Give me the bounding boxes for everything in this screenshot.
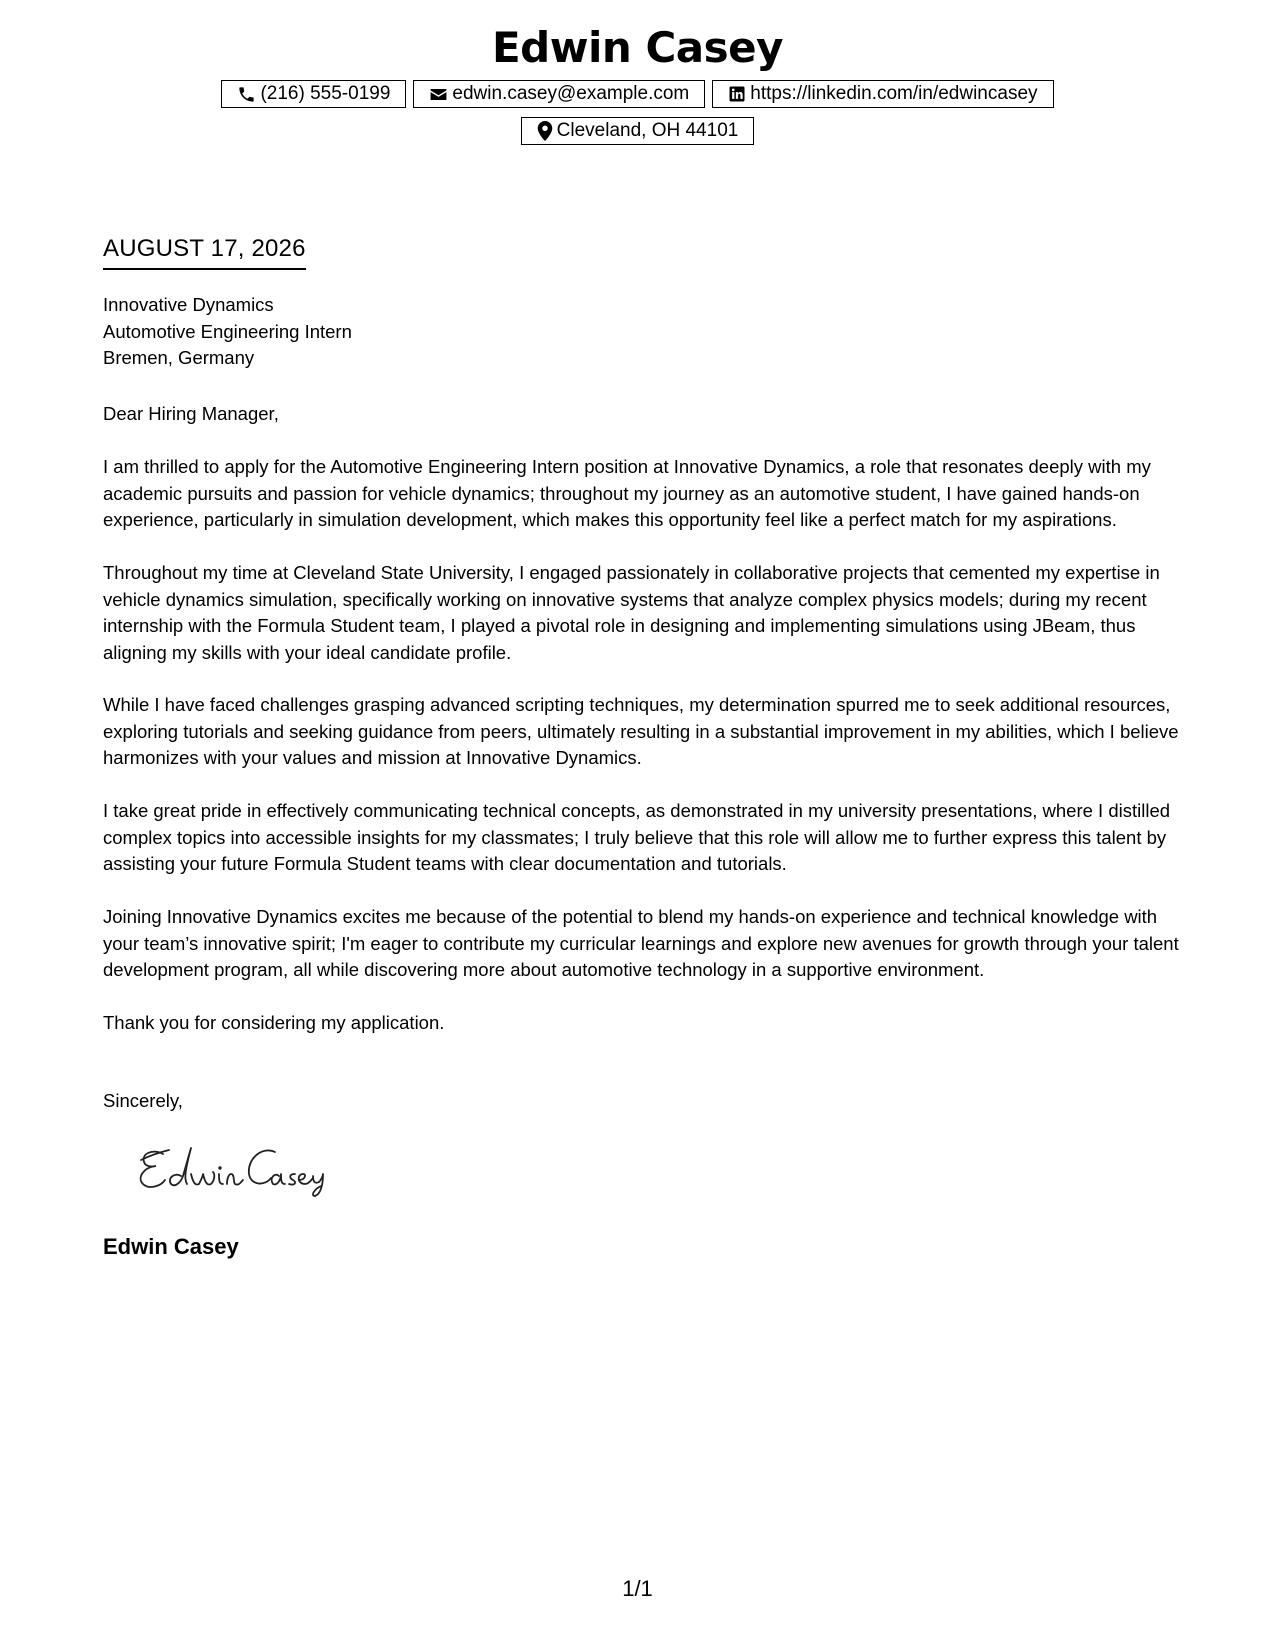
paragraph-text: I am thrilled to apply for the Automotive Engineering Intern position at Innovative Dynamics, a role that resonates deeply with my academic pursuits and passion for vehicle dynamics; throughout my journey as an automotive student, I have gained hands-on experience, particularly in simulation development, which makes this opportunity feel like a perfect match for my aspirations. xyxy=(103,456,1151,530)
page-indicator: 1/1 xyxy=(622,1576,653,1601)
contact-location xyxy=(521,117,755,145)
contact-row-secondary xyxy=(0,117,1275,145)
signer-name: Edwin Casey xyxy=(103,1234,239,1259)
phone-text: (216) 555-0199 xyxy=(260,83,391,104)
body-paragraph-6 xyxy=(103,1010,1183,1037)
map-pin-icon xyxy=(537,121,553,141)
body-paragraph-2 xyxy=(103,560,1183,666)
closing: Sincerely, xyxy=(103,1090,183,1111)
linkedin-text: https://linkedin.com/in/edwincasey xyxy=(750,83,1038,104)
handwritten-signature xyxy=(135,1138,335,1198)
contact-phone[interactable] xyxy=(221,80,406,108)
linkedin-icon xyxy=(728,85,746,103)
recipient-company: Innovative Dynamics xyxy=(103,294,274,315)
paragraph-text: Thank you for considering my application. xyxy=(103,1012,445,1033)
envelope-icon xyxy=(429,85,448,104)
body-paragraph-3 xyxy=(103,692,1183,772)
letter-date: AUGUST 17, 2026 xyxy=(103,233,306,270)
contact-linkedin[interactable] xyxy=(712,80,1053,108)
phone-icon xyxy=(237,85,256,104)
paragraph-text: Joining Innovative Dynamics excites me because of the potential to blend my hands-on experience and technical knowledge with your team’s innovative spirit; I'm eager to contribute my curricular learnings and explore new avenues for growth through your talent development program, all while discovering more about automotive technology in a supportive environment. xyxy=(103,906,1179,980)
email-text: edwin.casey@example.com xyxy=(452,83,690,104)
paragraph-text: I take great pride in effectively communicating technical concepts, as demonstrated in my university presentations, where I distilled complex topics into accessible insights for my classmates; I truly believe that this role will allow me to further express this talent by assisting your future Formula Student teams with clear documentation and tutorials. xyxy=(103,800,1171,874)
paragraph-text: While I have faced challenges grasping advanced scripting techniques, my determination spurred me to seek additional resources, exploring tutorials and seeking guidance from peers, ultimately resulting in a substantial improvement in my abilities, which I believe harmonizes with your values and mission at Innovative Dynamics. xyxy=(103,694,1179,768)
recipient-block xyxy=(103,292,352,372)
applicant-name-heading: Edwin Casey xyxy=(491,23,783,72)
recipient-location: Bremen, Germany xyxy=(103,347,255,368)
body-paragraph-1 xyxy=(103,454,1183,534)
body-paragraph-4 xyxy=(103,798,1183,878)
recipient-position: Automotive Engineering Intern xyxy=(103,320,352,342)
contact-row-primary xyxy=(0,80,1275,108)
salutation: Dear Hiring Manager, xyxy=(103,403,279,424)
location-text: Cleveland, OH 44101 xyxy=(556,120,739,141)
body-paragraph-5 xyxy=(103,904,1183,984)
paragraph-text: Throughout my time at Cleveland State University, I engaged passionately in collaborative projects that cemented my expertise in vehicle dynamics simulation, specifically working on innovative systems that analyze complex physics models; during my recent internship with the Formula Student team, I played a pivotal role in designing and implementing simulations using JBeam, thus aligning my skills with your ideal candidate profile. xyxy=(103,562,1160,663)
contact-email[interactable] xyxy=(413,80,705,108)
